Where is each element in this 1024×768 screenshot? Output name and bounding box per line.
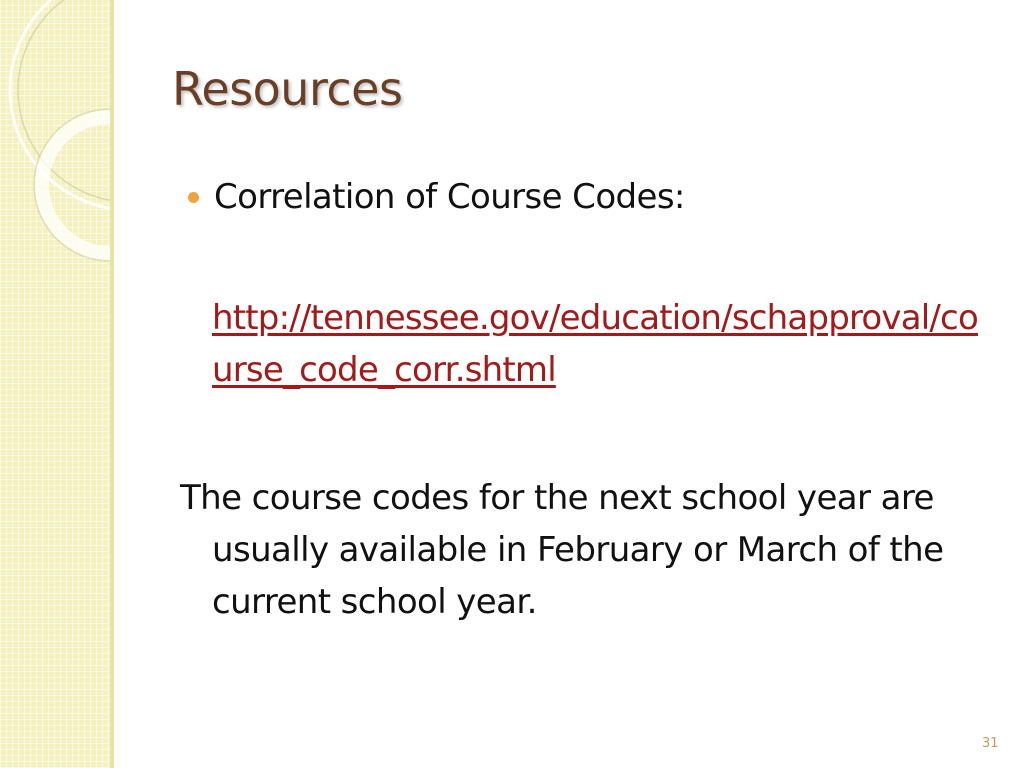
slide-title: Resources [172, 62, 403, 116]
slide-page-number: 31 [982, 736, 999, 751]
course-code-link[interactable]: http://tennessee.gov/education/schapproval/course_code_corr.shtml [212, 298, 978, 390]
bullet-text: Correlation of Course Codes: [214, 177, 685, 217]
sidebar-rings-graphic [0, 0, 112, 768]
bullet-item [182, 174, 982, 220]
decorative-sidebar [0, 0, 112, 768]
sidebar-edge-divider [110, 0, 114, 768]
bullet-dot-icon [188, 192, 199, 203]
course-code-note: The course codes for the next school year are usually available in February or March of the current school year. [180, 478, 944, 622]
bullet-list [182, 174, 982, 220]
